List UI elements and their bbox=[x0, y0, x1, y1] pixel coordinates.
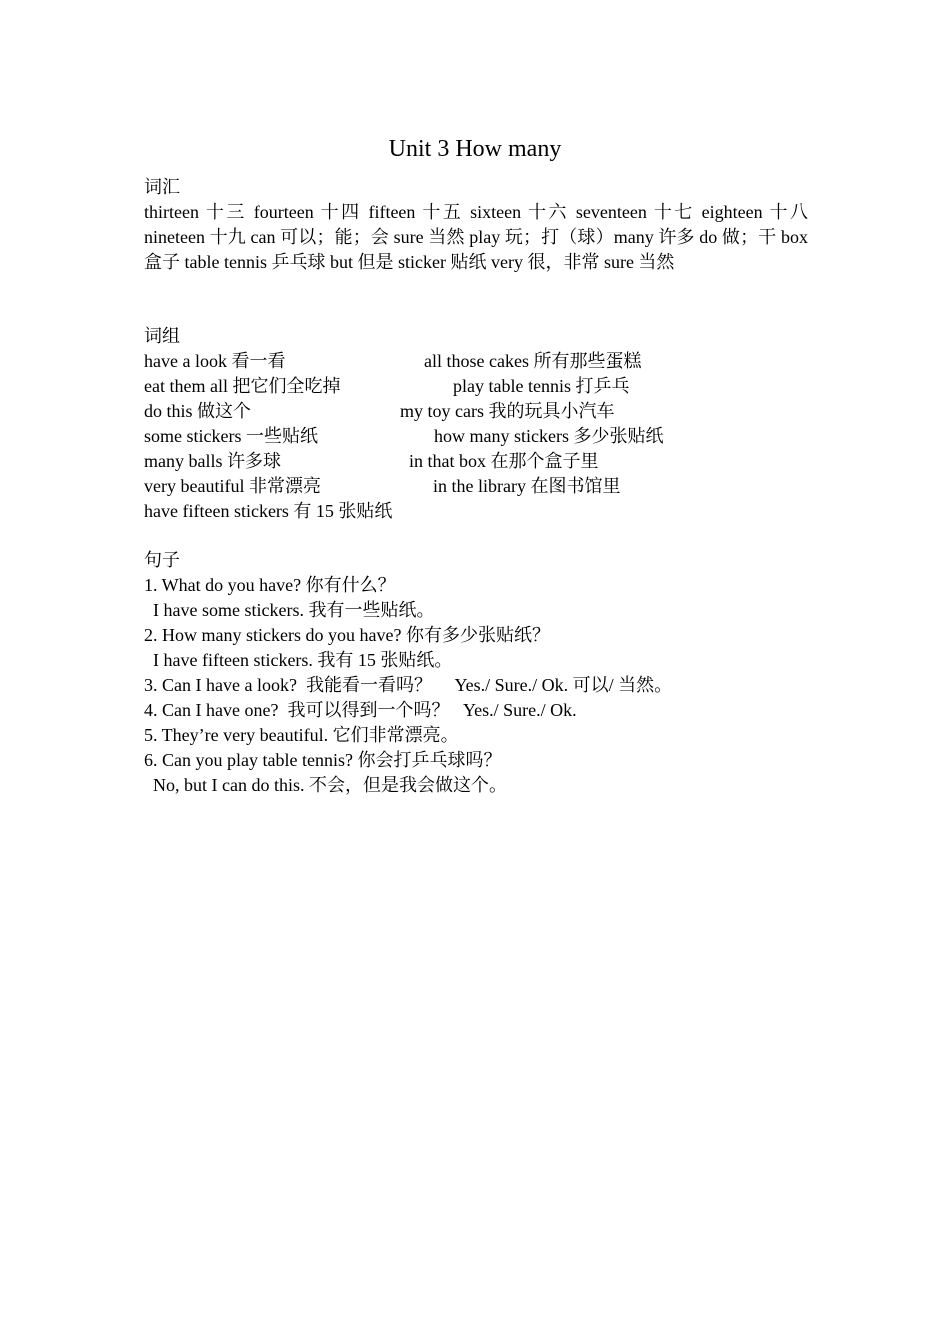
phrase-left-1: have a look 看一看 bbox=[144, 351, 286, 371]
phrase-right-3: my toy cars 我的玩具小汽车 bbox=[400, 401, 615, 421]
sentence-line-6: 4. Can I have one? 我可以得到一个吗？ Yes./ Sure./ Ok. bbox=[144, 700, 577, 720]
vocab-text: thirteen 十三 fourteen 十四 fifteen 十五 sixteen 十六 seventeen 十七 eighteen 十八 nineteen 十九 can 可以；能；会 sure 当然 play 玩；打（球）many 许多 do 做；干 box 盒子 table tennis 乒乓球 but 但是 sticker 贴纸 very 很，非常 sure 当然 bbox=[144, 202, 808, 272]
sentence-line-2: I have some stickers. 我有一些贴纸。 bbox=[144, 600, 435, 620]
phrase-right-5: in that box 在那个盒子里 bbox=[409, 451, 599, 471]
phrase-right-2: play table tennis 打乒乓 bbox=[453, 376, 630, 396]
phrase-left-6: very beautiful 非常漂亮 bbox=[144, 476, 321, 496]
phrases-heading: 词组 bbox=[144, 326, 180, 346]
sentence-line-3: 2. How many stickers do you have? 你有多少张贴纸？ bbox=[144, 625, 550, 645]
phrase-right-6: in the library 在图书馆里 bbox=[433, 476, 621, 496]
phrase-left-4: some stickers 一些贴纸 bbox=[144, 426, 318, 446]
sentences-heading: 句子 bbox=[144, 550, 180, 570]
phrase-right-1: all those cakes 所有那些蛋糕 bbox=[424, 351, 642, 371]
sentence-line-4: I have fifteen stickers. 我有 15 张贴纸。 bbox=[144, 650, 453, 670]
phrase-left-3: do this 做这个 bbox=[144, 401, 252, 421]
phrase-left-2: eat them all 把它们全吃掉 bbox=[144, 376, 341, 396]
sentence-line-7: 5. They’re very beautiful. 它们非常漂亮。 bbox=[144, 725, 459, 745]
sentence-line-8: 6. Can you play table tennis? 你会打乒乓球吗？ bbox=[144, 750, 502, 770]
phrase-left-7: have fifteen stickers 有 15 张贴纸 bbox=[144, 501, 393, 521]
phrase-right-4: how many stickers 多少张贴纸 bbox=[434, 426, 664, 446]
vocab-heading: 词汇 bbox=[144, 177, 180, 197]
phrase-left-5: many balls 许多球 bbox=[144, 451, 281, 471]
sentence-line-5: 3. Can I have a look? 我能看一看吗？ Yes./ Sure./ Ok. 可以/ 当然。 bbox=[144, 675, 673, 695]
sentence-line-1: 1. What do you have? 你有什么？ bbox=[144, 575, 396, 595]
sentence-line-9: No, but I can do this. 不会，但是我会做这个。 bbox=[144, 775, 507, 795]
page-title: Unit 3 How many bbox=[388, 136, 562, 162]
